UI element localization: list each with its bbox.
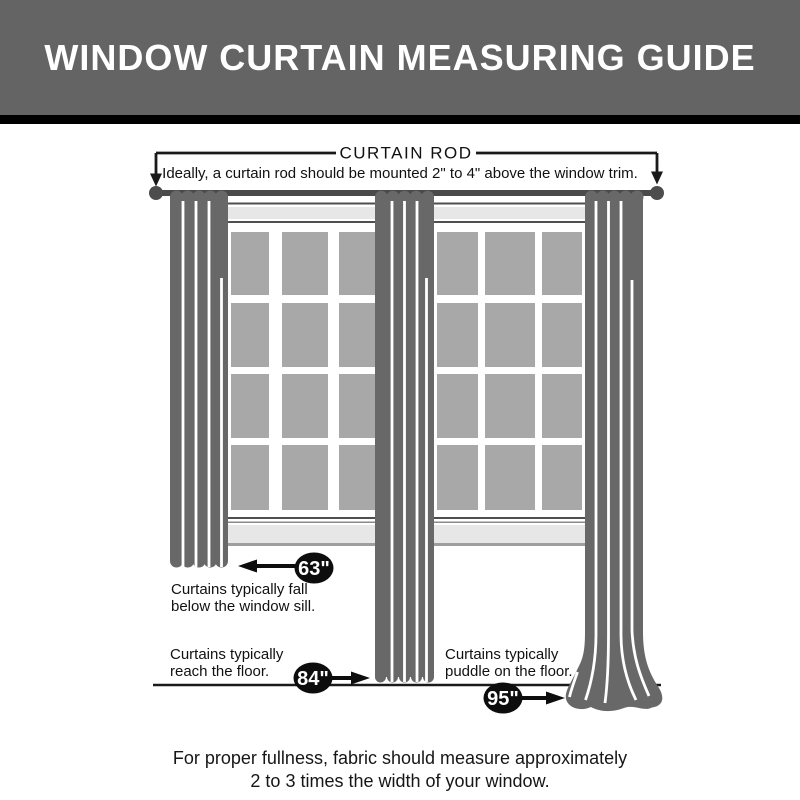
window-pane: [339, 232, 378, 295]
curtain-fold: [391, 201, 394, 682]
rod-finial-right: [650, 186, 664, 200]
curtain-fold: [416, 201, 419, 682]
footer-line2: 2 to 3 times the width of your window.: [250, 771, 550, 791]
curtain-fold-short: [220, 278, 223, 567]
curtain-fold: [182, 201, 185, 567]
window-pane: [282, 232, 328, 295]
window-pane: [282, 374, 328, 438]
window-pane: [542, 374, 582, 438]
window-pane: [282, 445, 328, 510]
window-pane: [339, 374, 378, 438]
window-pane: [542, 445, 582, 510]
measurement-value: 84": [297, 668, 329, 690]
curtain-panel-left: [170, 191, 228, 568]
window-pane: [282, 303, 328, 367]
arrow-down-icon: [150, 174, 162, 187]
caption-puddle-line1: Curtains typically: [445, 646, 559, 663]
rod-callout-note: Ideally, a curtain rod should be mounted 2" to 4" above the window trim.: [162, 165, 638, 182]
window-pane: [485, 445, 535, 510]
footer-line1: For proper fullness, fabric should measure approximately: [172, 748, 628, 768]
measurement-value: 95": [487, 688, 519, 710]
window-pane: [542, 303, 582, 367]
window-pane: [485, 374, 535, 438]
window-pane: [339, 445, 378, 510]
arrow-right-icon: [546, 692, 565, 705]
curtain-fold: [403, 201, 406, 682]
window-pane: [542, 232, 582, 295]
rod-callout: [150, 143, 663, 187]
caption-puddle-line2: puddle on the floor.: [445, 663, 573, 680]
window-pane: [231, 445, 269, 510]
arrow-left-icon: [238, 560, 257, 573]
rod-finial-left: [149, 186, 163, 200]
page-title: WINDOW CURTAIN MEASURING GUIDE: [44, 36, 756, 78]
rod-callout-label: CURTAIN ROD: [339, 143, 473, 163]
window-pane: [437, 232, 478, 295]
window-pane: [231, 303, 269, 367]
window-pane: [437, 303, 478, 367]
caption-below-sill-line1: Curtains typically fall: [171, 581, 308, 598]
measurement-84: [170, 646, 370, 694]
caption-floor-line2: reach the floor.: [170, 663, 270, 680]
curtain-fold: [208, 201, 211, 567]
measurement-95: [445, 646, 573, 714]
curtain-body: [170, 196, 228, 561]
window-pane: [231, 374, 269, 438]
window-pane: [339, 303, 378, 367]
measurement-value: 63": [298, 558, 330, 580]
window-pane: [231, 232, 269, 295]
window-pane: [485, 232, 535, 295]
window-pane: [485, 303, 535, 367]
arrow-right-icon: [351, 672, 370, 685]
window-pane: [437, 445, 478, 510]
curtain-fold: [195, 201, 198, 567]
window-pane: [437, 374, 478, 438]
caption-below-sill-line2: below the window sill.: [171, 598, 316, 615]
arrow-down-icon: [651, 172, 663, 185]
caption-floor-line1: Curtains typically: [170, 646, 284, 663]
footer-note: [173, 748, 627, 791]
curtain-fold-short: [425, 278, 428, 682]
curtain-panel-middle: [375, 191, 434, 683]
